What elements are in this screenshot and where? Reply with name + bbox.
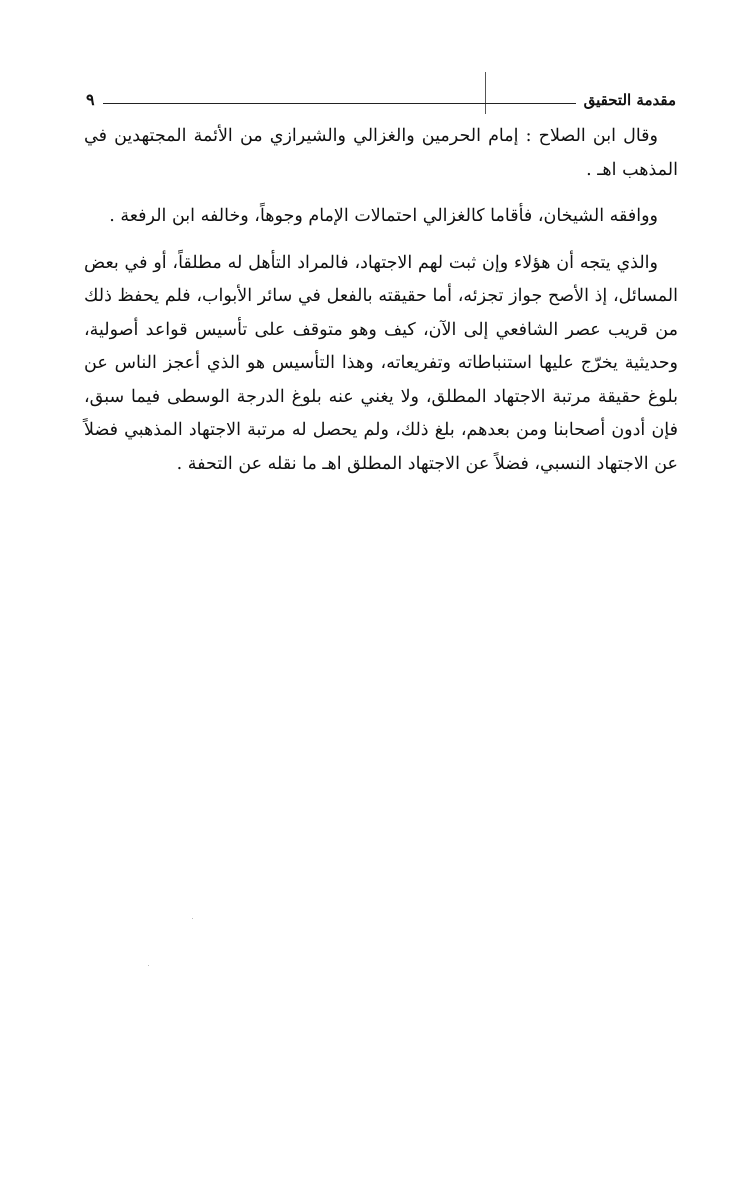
paragraph-2: ووافقه الشيخان، فأقاما كالغزالي احتمالات الإمام وجوهاً، وخالفه ابن الرفعة .: [109, 206, 658, 226]
header-title: مقدمة التحقيق: [583, 91, 676, 109]
running-header: [86, 86, 676, 114]
paragraph-3: والذي يتجه أن هؤلاء وإن ثبت لهم الاجتهاد، فالمراد التأهل له مطلقاً، أو في بعض المسائل، إذ الأصح جواز تجزئه، أما حقيقته بالفعل في سائر الأبواب، فلم يحفظ ذلك من قريب عصر الشافعي إلى الآن، كيف وهو متوقف على تأسيس قواعد أصولية، وحديثية يخرّج عليها استنباطاته وتفريعاته، وهذا التأسيس هو الذي أعجز الناس عن بلوغ حقيقة مرتبة الاجتهاد المطلق، ولا يغني عنه بلوغ الدرجة الوسطى فيما سبق، فإن أدون أصحابنا ومن بعدهم، بلغ ذلك، ولم يحصل له مرتبة الاجتهاد المذهبي فضلاً عن الاجتهاد النسبي، فضلاً عن الاجتهاد المطلق اهـ ما نقله عن التحفة .: [84, 252, 678, 474]
paragraph-1: وقال ابن الصلاح : إمام الحرمين والغزالي والشيرازي من الأئمة المجتهدين في المذهب اهـ .: [84, 126, 678, 180]
page-number: ٩: [86, 90, 95, 109]
body-text: [84, 120, 678, 481]
scan-speck: [148, 965, 149, 966]
header-rule: [103, 103, 576, 104]
scan-speck: [192, 918, 193, 919]
